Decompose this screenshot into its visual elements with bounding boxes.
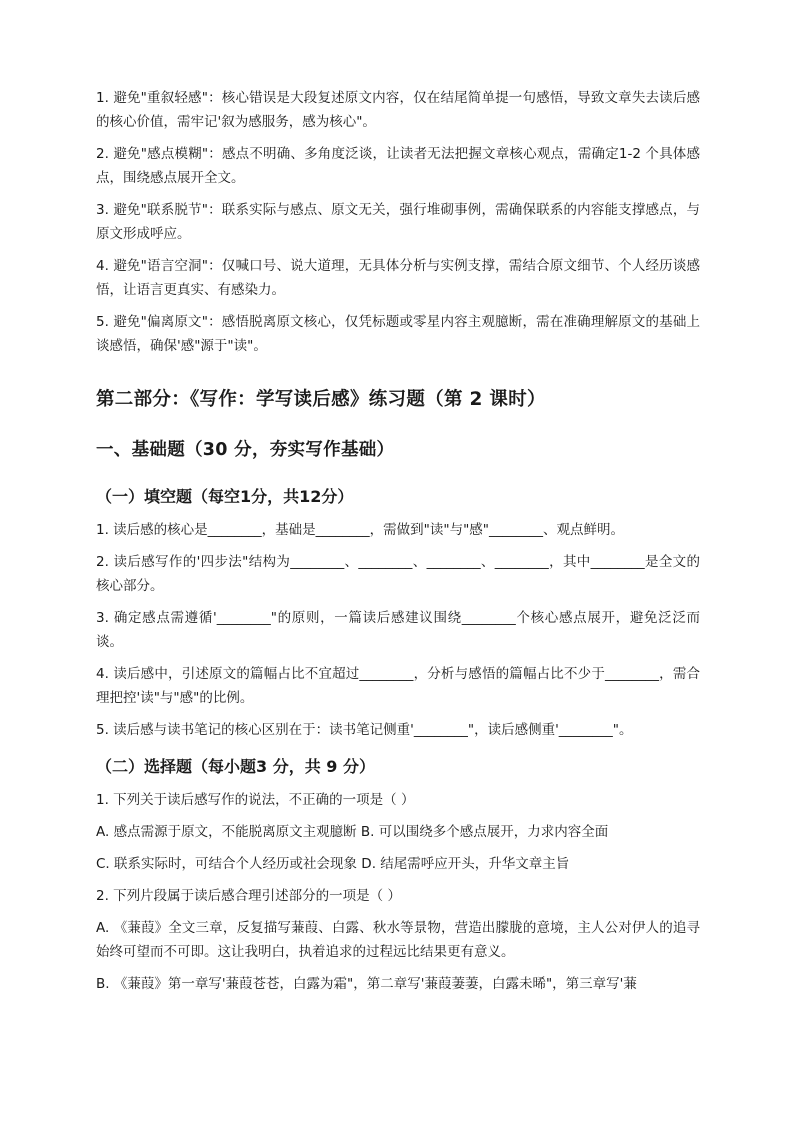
question-stem: 1. 下列关于读后感写作的说法，不正确的一项是（ ） xyxy=(96,792,415,808)
fill-in-item: 1. 读后感的核心是________，基础是________，需做到"读"与"感"________、观点鲜明。 xyxy=(96,522,625,538)
note-item: 1. 避免"重叙轻感"：核心错误是大段复述原文内容，仅在结尾简单提一句感悟，导致文章失去读后感的核心价值，需牢记'叙为感服务，感为核心"。 xyxy=(96,90,700,130)
document-page xyxy=(96,86,700,996)
fill-in-item: 2. 读后感写作的'四步法"结构为________、________、________、________，其中________是全文的核心部分。 xyxy=(96,554,700,594)
fill-in-item: 5. 读后感与读书笔记的核心区别在于：读书笔记侧重'________"，读后感侧重'________"。 xyxy=(96,722,633,738)
answer-option: B. 《蒹葭》第一章写'蒹葭苍苍，白露为霜"，第二章写'蒹葭萋萋，白露未晞"，第三章写'蒹 xyxy=(96,976,637,992)
note-item: 5. 避免"偏离原文"：感悟脱离原文核心，仅凭标题或零星内容主观臆断，需在准确理解原文的基础上谈感悟，确保'感"源于"读"。 xyxy=(96,314,700,354)
fill-in-item: 4. 读后感中，引述原文的篇幅占比不宜超过________，分析与感悟的篇幅占比不少于________，需合理把控'读"与"感"的比例。 xyxy=(96,666,700,706)
answer-option: A. 《蒹葭》全文三章，反复描写蒹葭、白露、秋水等景物，营造出朦胧的意境，主人公对伊人的追寻始终可望而不可即。这让我明白，执着追求的过程远比结果更有意义。 xyxy=(96,920,700,960)
answer-options: C. 联系实际时，可结合个人经历或社会现象 D. 结尾需呼应开头，升华文章主旨 xyxy=(96,856,570,872)
question-stem: 2. 下列片段属于读后感合理引述部分的一项是（ ） xyxy=(96,888,401,904)
note-item: 4. 避免"语言空洞"：仅喊口号、说大道理，无具体分析与实例支撑，需结合原文细节、个人经历谈感悟，让语言更真实、有感染力。 xyxy=(96,258,700,298)
multiple-choice-heading: （二）选择题（每小题3 分，共 9 分） xyxy=(96,757,375,776)
part-title: 第二部分：《写作：学写读后感》练习题（第 2 课时） xyxy=(96,389,546,410)
note-item: 3. 避免"联系脱节"：联系实际与感点、原文无关，强行堆砌事例，需确保联系的内容能支撑感点，与原文形成呼应。 xyxy=(96,202,700,242)
fill-in-item: 3. 确定感点需遵循'________"的原则，一篇读后感建议围绕________个核心感点展开，避免泛泛而谈。 xyxy=(96,610,700,650)
section-title: 一、基础题（30 分，夯实写作基础） xyxy=(96,440,395,460)
note-item: 2. 避免"感点模糊"：感点不明确、多角度泛谈，让读者无法把握文章核心观点，需确定1-2 个具体感点，围绕感点展开全文。 xyxy=(96,146,700,186)
answer-options: A. 感点需源于原文，不能脱离原文主观臆断 B. 可以围绕多个感点展开，力求内容全面 xyxy=(96,824,609,840)
fill-in-heading: （一）填空题（每空1分，共12分） xyxy=(96,487,354,506)
